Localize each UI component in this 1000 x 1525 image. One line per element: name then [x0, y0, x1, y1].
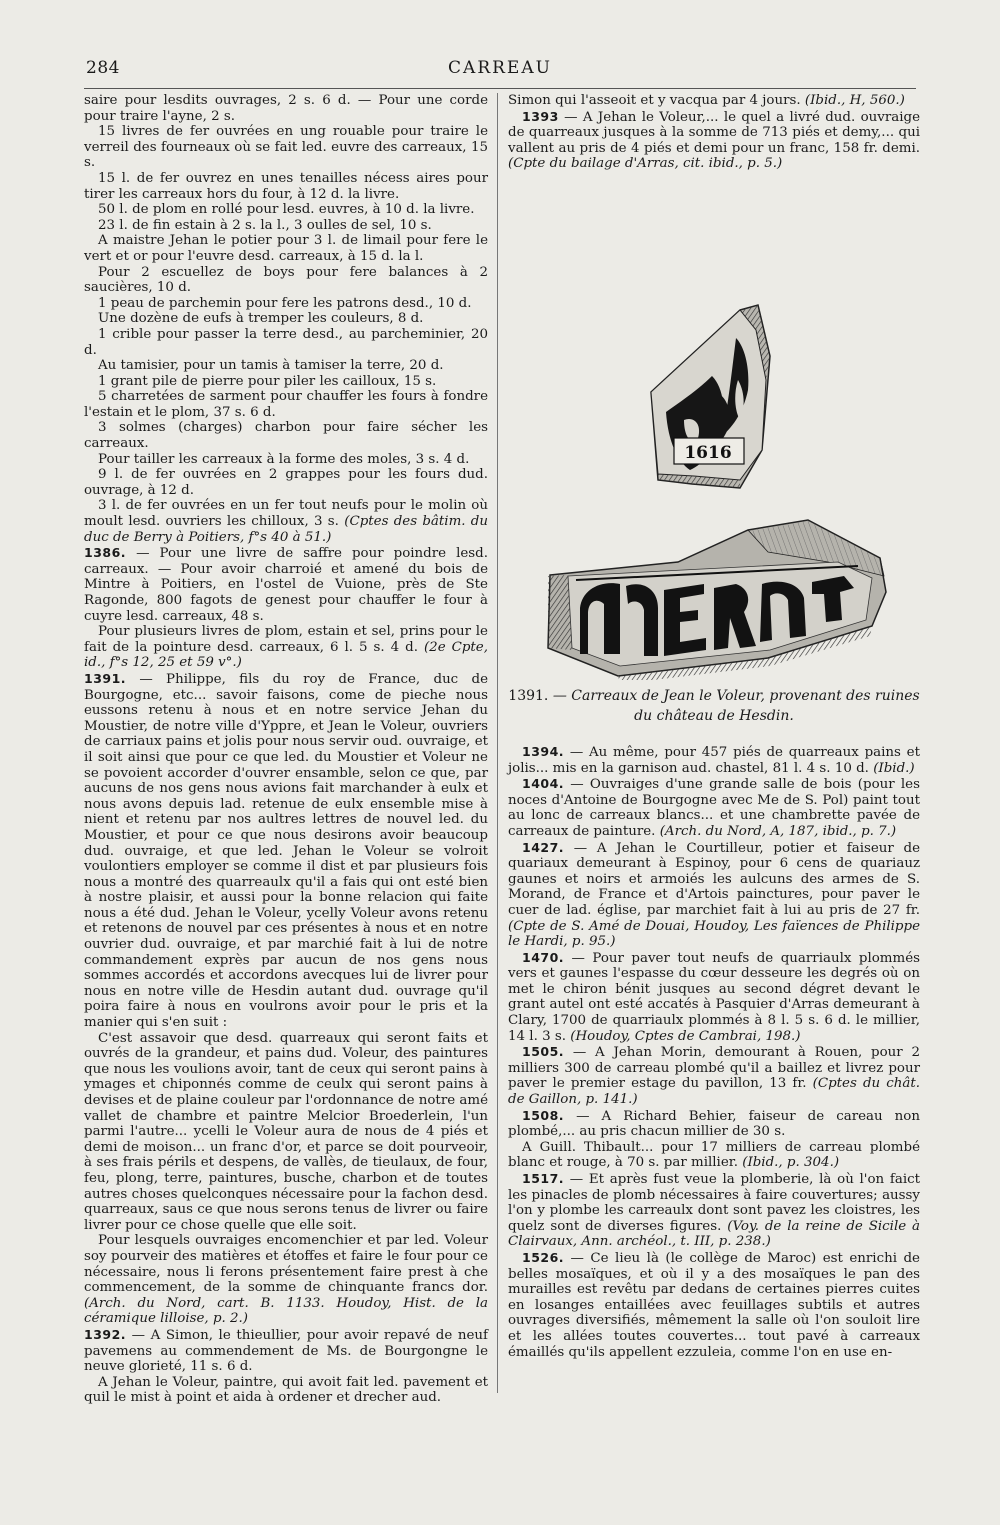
- page-number: 284: [86, 58, 120, 78]
- paragraph-text: — Ce lieu là (le collège de Maroc) est enrichi de belles mosaïques, et où il y a des mosaïques le pan des murailles est revêtu par dedans de certaines pierres cuites en losanges entaillées avec feuillages subtils et autres ouvrages diversifiés, mêmement la salle où l'on souloit lire et les allées toutes couvertes... tout pavé à carreaux émaillés qu'ils appellent ezzuleia, comme l'on en use en-: [508, 1250, 920, 1360]
- entry-paragraph: [508, 950, 920, 1045]
- paragraph-text: 15 livres de fer ouvrées en ung rouable pour traire le verreil des fourneaux où se fait led. euvre des carreaux, 15 s.: [84, 124, 488, 171]
- citation: (Cptes du chât. de Gaillon, p. 141.): [508, 1076, 920, 1108]
- citation: (Ibid., p. 304.): [742, 1155, 840, 1171]
- entry-paragraph: [508, 776, 920, 839]
- header-rule: [84, 88, 916, 89]
- caption-number: 1391.: [508, 687, 549, 704]
- paragraph-text: 15 l. de fer ouvrez en unes tenailles nécess aires pour tirer les carreaux hors du four, à 12 d. la livre.: [84, 170, 488, 202]
- entry-number: 1508.: [522, 1107, 565, 1123]
- paragraph-text: A Guill. Thibault... pour 17 milliers de carreau plombé blanc et rouge, à 70 s. par millier.: [508, 1139, 920, 1171]
- text-paragraph: [508, 1140, 920, 1171]
- upper-tile-fragment: [651, 305, 770, 488]
- paragraph-text: Au tamisier, pour un tamis à tamiser la terre, 20 d.: [98, 358, 444, 374]
- paragraph-text: — A Richard Behier, faiseur de careau non plombé,... au pris chacun millier de 30 s.: [508, 1108, 920, 1140]
- column-divider: [497, 93, 498, 1393]
- paragraph-text: saire pour lesdits ouvrages, 2 s. 6 d. — Pour une corde pour traire l'ayne, 2 s.: [84, 93, 488, 124]
- tile-inscription: 1616: [684, 442, 732, 463]
- text-paragraph: [84, 389, 488, 420]
- citation: (Cpte de S. Amé de Douai, Houdoy, Les faïences de Philippe le Hardi, p. 95.): [508, 918, 920, 950]
- citation: (Ibid., H, 560.): [804, 93, 905, 108]
- citation: (Houdoy, Cptes de Cambrai, 198.): [570, 1028, 801, 1044]
- paragraph-text: Pour plusieurs livres de plom, estain et sel, prins pour le fait de la pointure desd. carreaux, 6 l. 5 s. 4 d.: [84, 624, 488, 655]
- left-column: [84, 93, 488, 1406]
- lower-tile-fragment: [548, 520, 886, 680]
- entry-paragraph: [84, 545, 488, 624]
- text-paragraph: [84, 1031, 488, 1234]
- text-paragraph: [84, 374, 488, 390]
- text-paragraph: [84, 296, 488, 312]
- paragraph-text: 5 charretées de sarment pour chauffer les fours à fondre l'estain et le plom, 37 s. 6 d.: [84, 389, 488, 420]
- entry-number: 1427.: [522, 839, 565, 855]
- text-paragraph: [84, 93, 488, 124]
- citation: (Ibid.): [873, 760, 915, 776]
- tile-figure: [508, 180, 920, 680]
- paragraph-text: — A Simon, le thieullier, pour avoir repavé de neuf pavemens au commendement de Ms. de Bourgongne le neuve glorieté, 11 s. 6 d.: [84, 1327, 488, 1375]
- text-paragraph: [508, 93, 920, 109]
- caption-text: — Carreaux de Jean le Voleur, provenant des ruines du château de Hesdin.: [552, 687, 920, 724]
- figure-caption: [508, 686, 920, 726]
- text-paragraph: [84, 233, 488, 264]
- citation: (Arch. du Nord, cart. B. 1133. Houdoy, Hist. de la céramique lilloise, p. 2.): [84, 1295, 488, 1327]
- entry-number: 1391.: [84, 670, 127, 686]
- paragraph-text: — A Jehan le Courtilleur, potier et faiseur de quariaux demeurant à Espinoy, pour 6 cens de quariauz gaunes et noirs et armoiés les aulcuns des armes de S. Morand, de France et d'Artois painctures, pour paver le cuer de lad. église, par marchiet fait à lui au pris de 27 fr.: [508, 840, 920, 918]
- text-paragraph: [84, 1375, 488, 1406]
- paragraph-text: 50 l. de plom en rollé pour lesd. euvres, à 10 d. la livre.: [98, 202, 475, 218]
- entry-number: 1386.: [84, 545, 127, 561]
- paragraph-text: — A Jehan le Voleur,... le quel a livré dud. ouvraige de quarreaux jusques à la somme de 713 piés et demy,... qui vallent au pris de 4 piés et demi pour un franc, 158 fr. demi.: [508, 109, 920, 156]
- entry-paragraph: [508, 1250, 920, 1360]
- right-column-top: [508, 93, 920, 172]
- citation: (2e Cpte, id., f°s 12, 25 et 59 v°.): [84, 639, 488, 671]
- entry-paragraph: [508, 840, 920, 950]
- paragraph-text: 23 l. de fin estain à 2 s. la l., 3 oulles de sel, 10 s.: [98, 217, 432, 233]
- entry-number: 1470.: [522, 949, 565, 965]
- paragraph-text: C'est assavoir que desd. quarreaux qui seront faits et ouvrés de la grandeur, et pains dud. Voleur, des paintures que nous les voulions avoir, tant de ceux qui seront pains à ymages et chiponnés comme de ceulx qui seront pains à devises et de plaine couleur par l'ordonnance de notre amé vallet de chambre et paintre Melcior Broederlein, l'un parmi l'autre... ycelli le Voleur aura de nous de 4 piés et demi de moison... un franc d'or, et parce se doit pourveoir, à ses frais périls et despens, de vallès, de tieulaux, de four, feu, plong, terre, paintures, busche, charbon et de toutes autres choses quelconques nécessaire pour la fachon desd. quarreaux, saus ce que nous serons tenus de livrer ou faire livrer pour ce chose quelle que elle soit.: [84, 1030, 489, 1233]
- paragraph-text: — Et après fust veue la plomberie, là où l'on faict les pinacles de plomb nécessaires à faire couvertures; aussy l'on y plombe les carreaulx dont sont pavez les cloistres, les quelz sont de diverses figures.: [508, 1172, 920, 1234]
- text-paragraph: [84, 171, 488, 202]
- paragraph-text: — Philippe, fils du roy de France, duc de Bourgogne, etc... savoir faisons, come de pieche nous eussons retenu à nous et en notre service Jehan du Moustier, de notre ville d'Yppre, et Jean le Voleur, ouvriers de carriaux pains et jolis pour nous servir oud. ouvraige, et il soit ainsi que pour ce que led. du Moustier et Voleur ne se povoient accorder d'ouvrer ensamble, selon ce que, par aucuns de nos gens nous avions fait marchander à eulx et nous avons depuis lad. retenue de eulx ensemble mise à nient et retenu par nos aultres lettres de nouvel led. du Moustier, et pour ce que nous desirons avoir beaucoup dud. ouvraige, et que led. Jehan le Voleur se volroit voulontiers employer se comme il dist et par plusieurs fois nous a montré des quarreaulx qu'il a fais qui ont esté bien à nostre plaisir, et aussi pour la bonne relacion qui faite nous a été dud. Jehan le Voleur, ycelly Voleur avons retenu et retenons de nouvel par ces présentes à nous et en notre ouvrier dud. ouvraige, et par marchié fait à lui de notre commandement exprès par aucun de nos gens nous sommes accordés et accordons avecques lui de livrer pour nous en notre ville de Hesdin autant dud. ouvrage qu'il poira faire à nous en voulrons avoir pour le pris et la manier qui s'en suit :: [84, 671, 488, 1031]
- paragraph-text: 3 solmes (charges) charbon pour faire sécher les carreaux.: [84, 420, 488, 452]
- entry-paragraph: [508, 744, 920, 776]
- running-title: CARREAU: [448, 58, 552, 78]
- paragraph-text: — Ouvraiges d'une grande salle de bois (pour les noces d'Antoine de Bourgogne avec Me de S. Pol) paint tout au lonc de carreaux blancs... et une chambrette pavée de carreaux de painture.: [508, 777, 920, 839]
- text-paragraph: [84, 124, 488, 171]
- entry-number: 1526.: [522, 1249, 565, 1265]
- entry-number: 1392.: [84, 1326, 127, 1342]
- paragraph-text: Une dozène de eufs à tremper les couleurs, 8 d.: [98, 311, 424, 327]
- paragraph-text: Simon qui l'asseoit et y vacqua par 4 jours.: [508, 93, 805, 108]
- paragraph-text: 1 peau de parchemin pour fere les patrons desd., 10 d.: [98, 295, 472, 311]
- paragraph-text: 1 grant pile de pierre pour piler les cailloux, 15 s.: [98, 373, 437, 389]
- text-paragraph: [84, 202, 488, 218]
- citation: (Arch. du Nord, A, 187, ibid., p. 7.): [659, 823, 897, 839]
- text-paragraph: [84, 358, 488, 374]
- right-column: [508, 93, 920, 1360]
- paragraph-text: — A Jehan Morin, demourant à Rouen, pour 2 milliers 300 de carreau plombé qu'il a baillez et livrez pour paver le premier estage du pavillon, 13 fr.: [508, 1045, 920, 1092]
- paragraph-text: 3 l. de fer ouvrées en un fer tout neufs pour le molin où moult lesd. ouvriers les chilloux, 3 s.: [84, 498, 488, 530]
- citation: (Cptes des bâtim. du duc de Berry à Poitiers, f°s 40 à 51.): [84, 514, 489, 545]
- text-paragraph: [84, 498, 488, 545]
- entry-paragraph: [84, 1327, 488, 1375]
- text-paragraph: [84, 467, 488, 498]
- entry-paragraph: [84, 671, 488, 1031]
- entry-paragraph: [508, 1044, 920, 1107]
- text-paragraph: [84, 327, 488, 358]
- entry-number: 1393: [522, 108, 559, 124]
- paragraph-text: A Jehan le Voleur, paintre, qui avoit fait led. pavement et quil le mist à point et aida à ordener et drecher aud.: [84, 1374, 488, 1406]
- entry-paragraph: [508, 1108, 920, 1140]
- entry-paragraph: [508, 109, 920, 172]
- text-paragraph: [84, 1233, 488, 1327]
- text-paragraph: [84, 452, 488, 468]
- right-column-bottom: [508, 744, 920, 1360]
- paragraph-text: A maistre Jehan le potier pour 3 l. de limail pour fere le vert et or pour l'euvre desd. carreaux, à 15 d. la l.: [84, 233, 488, 264]
- text-paragraph: [84, 311, 488, 327]
- paragraph-text: — Au même, pour 457 piés de quarreaux pains et jolis... mis en la garnison aud. chastel, 81 l. 4 s. 10 d.: [508, 744, 920, 776]
- paragraph-text: Pour lesquels ouvraiges encomenchier et par led. Voleur soy pourveir des matières et étoffes et faire le four pour ce nécessaire, nous li ferons présentement faire prest à che commencement, de la somme de chinquante francs dor.: [84, 1233, 488, 1296]
- tile-illustrations: [508, 180, 920, 680]
- text-paragraph: [84, 265, 488, 296]
- citation: (Cpte du bailage d'Arras, cit. ibid., p. 5.): [508, 156, 783, 172]
- text-paragraph: [84, 624, 488, 671]
- paragraph-text: 9 l. de fer ouvrées en 2 grappes pour les fours dud. ouvrage, à 12 d.: [84, 467, 488, 498]
- paragraph-text: — Pour une livre de saffre pour poindre lesd. carreaux. — Pour avoir charroié et amené du bois de Mintre à Poitiers, en l'ostel de Vuione, près de Ste Ragonde, 800 fagots de genest pour chauffer le four à cuyre lesd. carreaux, 48 s.: [84, 546, 488, 624]
- entry-paragraph: [508, 1171, 920, 1250]
- paragraph-text: — Pour paver tout neufs de quarriaulx plommés vers et gaunes l'espasse du cœur desseure les degrés où on met le chiron bénit jusques au second dégret devant le grant autel ont esté accatés à Pasquier d'Arras demeurant à Clary, 1700 de quarriaulx plommés à 8 l. 5 s. 6 d. le millier, 14 l. 3 s.: [508, 950, 920, 1044]
- entry-number: 1394.: [522, 743, 565, 759]
- paragraph-text: 1 crible pour passer la terre desd., au parcheminier, 20 d.: [84, 326, 488, 358]
- paragraph-text: Pour 2 escuellez de boys pour fere balances à 2 saucières, 10 d.: [84, 264, 488, 296]
- text-paragraph: [84, 420, 488, 451]
- text-paragraph: [84, 218, 488, 234]
- paragraph-text: Pour tailler les carreaux à la forme des moles, 3 s. 4 d.: [98, 451, 470, 467]
- entry-number: 1517.: [522, 1171, 565, 1186]
- citation: (Voy. de la reine de Sicile à Clairvaux, Ann. archéol., t. III, p. 238.): [508, 1218, 921, 1250]
- entry-number: 1505.: [522, 1044, 565, 1060]
- entry-number: 1404.: [522, 776, 565, 792]
